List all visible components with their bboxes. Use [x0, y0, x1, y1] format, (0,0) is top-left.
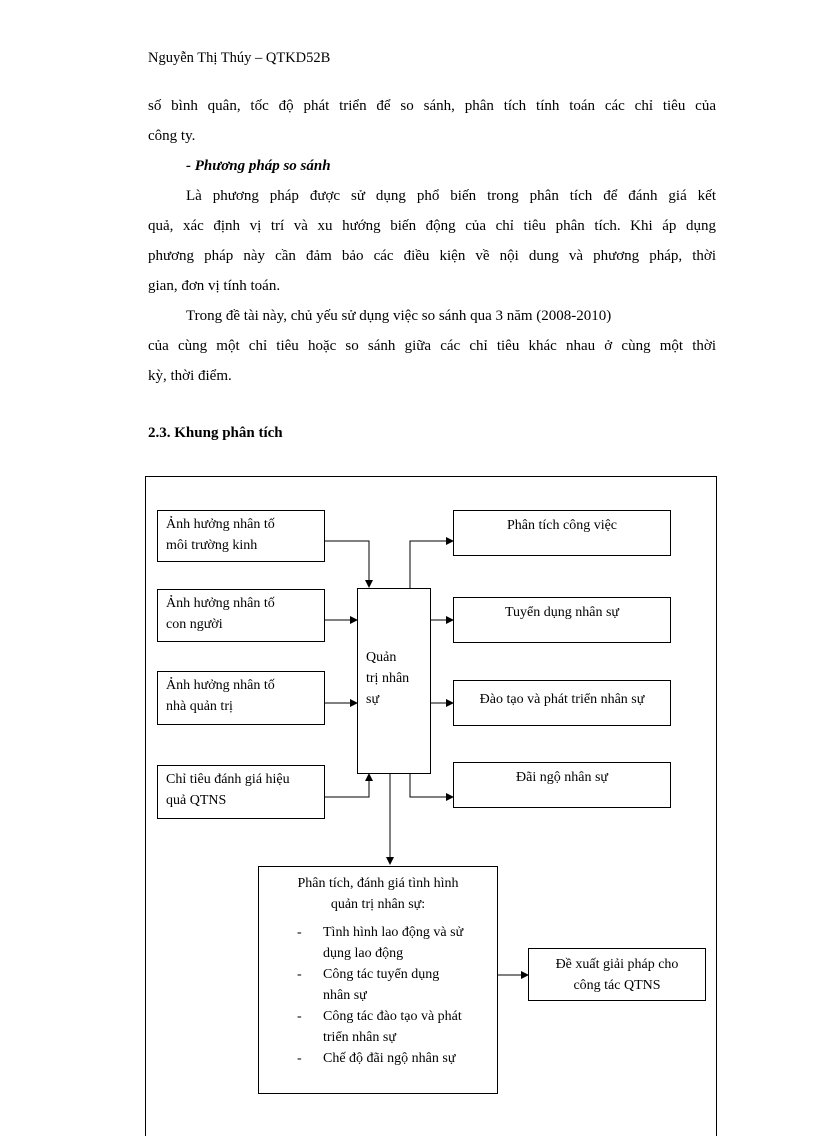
box-text: nhà quản trị	[166, 699, 233, 714]
compensation-box	[453, 762, 671, 808]
list-dash: -	[297, 925, 302, 940]
arrow-center-to-right4	[410, 773, 453, 797]
list-item-text: Tình hình lao động và sử	[323, 925, 464, 940]
text-line: kỳ, thời điểm.	[148, 368, 232, 384]
box-text: Đề xuất giải pháp cho	[555, 957, 679, 972]
box-text: Phân tích công việc	[506, 518, 618, 533]
box-text: trị nhân	[366, 671, 410, 686]
text-line: của cùng một chỉ tiêu hoặc so sánh giữa các chỉ tiêu khác nhau ở cùng một thời	[148, 338, 716, 354]
box-text: Ảnh hưởng nhân tố	[166, 678, 275, 693]
list-dash: -	[297, 967, 302, 982]
list-dash: -	[297, 1051, 302, 1066]
box-text: Đãi ngộ nhân sự	[516, 770, 608, 785]
box-text: môi trường kinh	[166, 538, 258, 553]
text-line: Trong đề tài này, chủ yếu sử dụng việc so sánh qua 3 năm (2008-2010)	[186, 308, 612, 324]
arrow-center-to-right1	[410, 541, 453, 588]
hr-management-center-box	[357, 588, 431, 774]
subheading-comparison-method: - Phương pháp so sánh	[186, 158, 331, 174]
analysis-title: Phân tích, đánh giá tình hình	[297, 876, 459, 891]
list-item-text: nhân sự	[323, 988, 367, 1003]
list-item-text: triển nhân sự	[323, 1030, 396, 1045]
analysis-list	[267, 922, 489, 1069]
hr-situation-analysis-box	[258, 866, 498, 1094]
list-item	[267, 922, 489, 964]
text-line: gian, đơn vị tính toán.	[148, 278, 281, 294]
training-development-box	[453, 680, 671, 726]
list-item-text: dụng lao động	[323, 946, 404, 961]
list-dash: -	[297, 1009, 302, 1024]
box-text: Tuyển dụng nhân sự	[504, 605, 620, 620]
list-item	[267, 964, 489, 1006]
solution-proposal-box	[528, 948, 706, 1001]
list-item	[267, 1048, 489, 1069]
box-text: con người	[166, 617, 223, 632]
hrm-efficiency-criteria-box	[157, 765, 325, 819]
text-line: phương pháp này cần đảm bảo các điều kiện về nội dung và phương pháp, thời	[148, 248, 716, 264]
box-text: Chỉ tiêu đánh giá hiệu	[166, 772, 290, 787]
arrow-left4-to-center	[324, 774, 369, 797]
page-header: Nguyễn Thị Thúy – QTKD52B	[148, 50, 331, 66]
box-text: sự	[366, 692, 380, 707]
box-text: Ảnh hưởng nhân tố	[166, 596, 275, 611]
list-item-text: Chế độ đãi ngộ nhân sự	[323, 1051, 456, 1066]
factor-people-box	[157, 589, 325, 642]
recruitment-box	[453, 597, 671, 643]
text-line: công ty.	[148, 128, 196, 144]
list-item-text: Công tác đào tạo và phát	[323, 1009, 462, 1024]
factor-business-environment-box	[157, 510, 325, 562]
box-text: Đào tạo và phát triển nhân sự	[479, 692, 645, 707]
text-line: số bình quân, tốc độ phát triển để so sánh, phân tích tính toán các chỉ tiêu của	[148, 98, 716, 114]
box-text: công tác QTNS	[573, 978, 661, 993]
section-title: 2.3. Khung phân tích	[148, 425, 283, 441]
box-text: quả QTNS	[166, 793, 227, 808]
box-text: Ảnh hưởng nhân tố	[166, 517, 275, 532]
arrow-left1-to-center	[324, 541, 369, 587]
box-text: Quản	[366, 650, 397, 665]
text-line: quả, xác định vị trí và xu hướng biến động của chỉ tiêu phân tích. Khi áp dụng	[148, 218, 716, 234]
list-item	[267, 1006, 489, 1048]
analysis-title: quản trị nhân sự:	[330, 897, 426, 912]
list-item-text: Công tác tuyển dụng	[323, 967, 440, 982]
text-line: Là phương pháp được sử dụng phổ biến trong phân tích để đánh giá kết	[186, 188, 716, 204]
factor-manager-box	[157, 671, 325, 725]
job-analysis-box	[453, 510, 671, 556]
